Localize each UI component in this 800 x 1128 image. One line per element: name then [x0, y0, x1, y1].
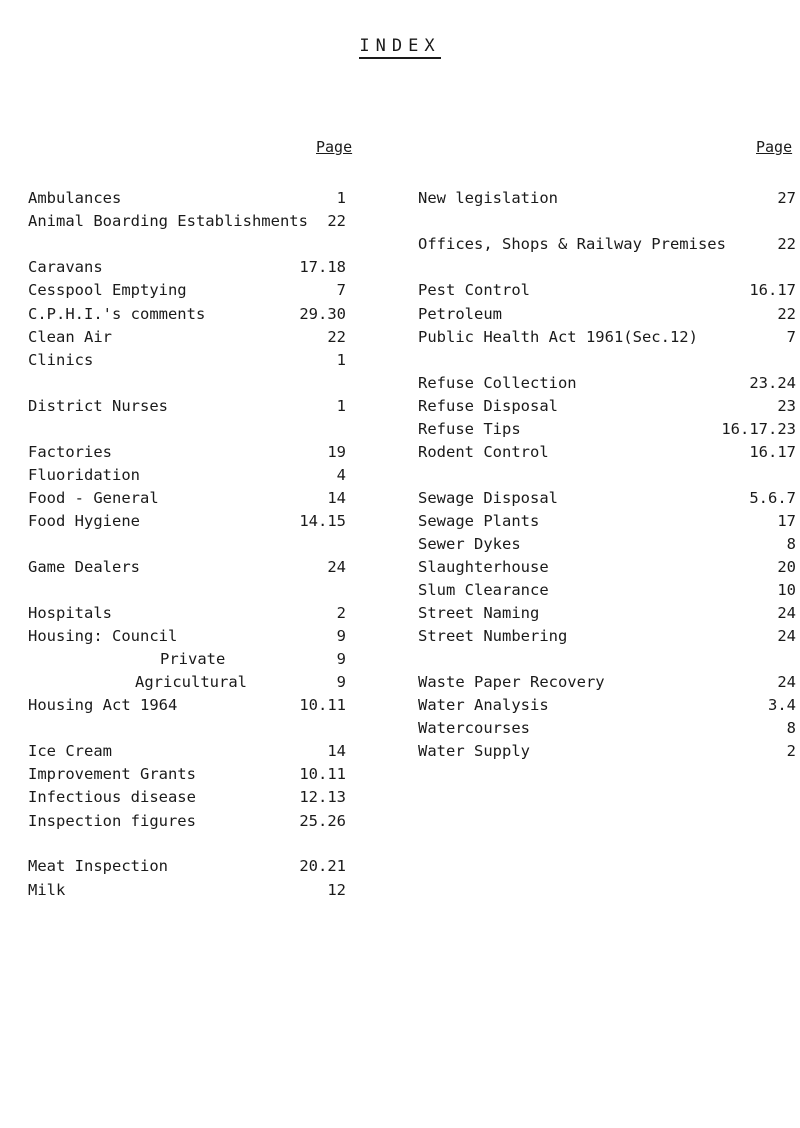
index-entry-page: 10 [777, 581, 796, 599]
index-entry-page: 9 [336, 673, 346, 691]
index-entry-page: 3.4 [768, 696, 796, 714]
index-entry-name: Refuse Disposal [418, 397, 558, 415]
index-entry-name: Offices, Shops & Railway Premises [418, 235, 726, 253]
index-entry-name: Improvement Grants [28, 765, 196, 783]
index-entry-name: Refuse Tips [418, 420, 521, 438]
index-entry-page: 22 [327, 328, 346, 346]
index-entry-name: Caravans [28, 258, 103, 276]
index-entry-name: Water Supply [418, 742, 530, 760]
index-entry-name: Public Health Act 1961(Sec.12) [418, 328, 698, 346]
index-entry-name: Pest Control [418, 281, 530, 299]
index-entry-page: 14.15 [299, 512, 346, 530]
index-entry-page: 24 [777, 673, 796, 691]
index-entry-name: Housing: Council [28, 627, 178, 645]
index-entry-page: 10.11 [299, 696, 346, 714]
index-entry-name: Private [160, 650, 226, 668]
index-entry-name: Ice Cream [28, 742, 112, 760]
index-entry-name: Slaughterhouse [418, 558, 549, 576]
index-entry-page: 8 [786, 719, 796, 737]
index-entry-name: Factories [28, 443, 112, 461]
index-entry-page: 27 [777, 189, 796, 207]
right-page-heading: Page [756, 138, 793, 156]
index-title: INDEX [0, 36, 800, 56]
index-entry-page: 2 [786, 742, 796, 760]
index-entry-name: Water Analysis [418, 696, 549, 714]
index-entry-page: 14 [327, 489, 346, 507]
index-entry-name: District Nurses [28, 397, 168, 415]
index-entry-page: 9 [336, 627, 346, 645]
index-entry-page: 20 [777, 558, 796, 576]
index-entry-page: 19 [327, 443, 346, 461]
index-entry-page: 17 [777, 512, 796, 530]
index-entry-name: Infectious disease [28, 788, 196, 806]
index-entry-name: Game Dealers [28, 558, 140, 576]
index-entry-page: 4 [336, 466, 346, 484]
index-entry-page: 8 [786, 535, 796, 553]
index-entry-name: Meat Inspection [28, 857, 168, 875]
index-entry-page: 1 [336, 397, 346, 415]
index-entry-page: 10.11 [299, 765, 346, 783]
index-entry-page: 17.18 [299, 258, 346, 276]
index-entry-name: Watercourses [418, 719, 530, 737]
index-entry-name: Street Numbering [418, 627, 568, 645]
left-page-heading: Page [316, 138, 353, 156]
index-entry-page: 24 [327, 558, 346, 576]
index-entry-name: Petroleum [418, 305, 502, 323]
index-entry-page: 23 [777, 397, 796, 415]
index-entry-name: Rodent Control [418, 443, 549, 461]
index-entry-page: 23.24 [749, 374, 796, 392]
index-entry-name: Food - General [28, 489, 159, 507]
index-entry-page: 22 [327, 212, 346, 230]
index-entry-page: 24 [777, 604, 796, 622]
index-entry-page: 24 [777, 627, 796, 645]
index-entry-name: Cesspool Emptying [28, 281, 187, 299]
index-entry-name: Street Naming [418, 604, 540, 622]
index-entry-page: 2 [336, 604, 346, 622]
index-entry-name: Food Hygiene [28, 512, 140, 530]
index-entry-page: 14 [327, 742, 346, 760]
index-entry-name: Refuse Collection [418, 374, 577, 392]
index-entry-name: Hospitals [28, 604, 112, 622]
index-entry-page: 12.13 [299, 788, 346, 806]
index-entry-page: 22 [777, 305, 796, 323]
index-entry-name: Ambulances [28, 189, 122, 207]
index-entry-name: Fluoridation [28, 466, 140, 484]
index-entry-name: Slum Clearance [418, 581, 549, 599]
index-entry-page: 20.21 [299, 857, 346, 875]
index-entry-page: 9 [336, 650, 346, 668]
index-entry-page: 29.30 [299, 305, 346, 323]
index-entry-name: Animal Boarding Establishments [28, 212, 308, 230]
index-entry-page: 1 [336, 351, 346, 369]
index-entry-page: 12 [327, 881, 346, 899]
index-entry-name: Clean Air [28, 328, 112, 346]
index-entry-name: Housing Act 1964 [28, 696, 178, 714]
index-entry-name: Clinics [28, 351, 94, 369]
index-entry-name: Sewer Dykes [418, 535, 521, 553]
index-entry-name: Agricultural [135, 673, 247, 691]
index-entry-page: 16.17.23 [721, 420, 796, 438]
index-entry-name: Sewage Disposal [418, 489, 558, 507]
index-entry-name: Waste Paper Recovery [418, 673, 605, 691]
index-entry-name: Milk [28, 881, 66, 899]
index-entry-name: C.P.H.I.'s comments [28, 305, 206, 323]
index-entry-page: 1 [336, 189, 346, 207]
index-entry-name: Inspection figures [28, 812, 196, 830]
index-entry-name: Sewage Plants [418, 512, 540, 530]
index-entry-page: 5.6.7 [749, 489, 796, 507]
index-entry-page: 7 [336, 281, 346, 299]
index-entry-page: 22 [777, 235, 796, 253]
index-entry-name: New legislation [418, 189, 558, 207]
index-entry-page: 16.17 [749, 443, 796, 461]
index-entry-page: 16.17 [749, 281, 796, 299]
index-entry-page: 7 [786, 328, 796, 346]
index-entry-page: 25.26 [299, 812, 346, 830]
